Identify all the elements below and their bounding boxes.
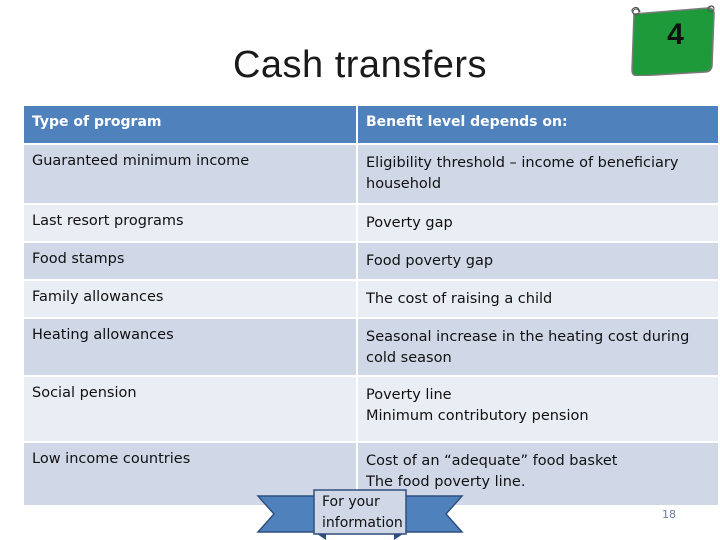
column-header-program: Type of program xyxy=(24,106,356,145)
fyi-callout-text: For your information xyxy=(322,494,403,531)
benefit-text: Food poverty gap xyxy=(366,253,494,269)
table-row xyxy=(24,377,718,443)
benefit-text: Poverty line xyxy=(366,387,452,403)
table-row xyxy=(24,319,718,377)
benefit-text: Minimum contributory pension xyxy=(366,408,589,424)
benefit-text: The food poverty line. xyxy=(366,474,526,490)
table-header-row xyxy=(24,106,718,145)
benefit-cell xyxy=(356,281,718,319)
program-cell: Heating allowances xyxy=(24,319,356,377)
program-cell: Food stamps xyxy=(24,243,356,281)
benefit-text: Poverty gap xyxy=(366,215,453,231)
benefit-cell xyxy=(356,319,718,377)
program-cell: Low income countries xyxy=(24,443,356,507)
benefit-cell xyxy=(356,377,718,443)
table-row xyxy=(24,281,718,319)
program-cell: Guaranteed minimum income xyxy=(24,145,356,205)
benefit-cell xyxy=(356,243,718,281)
benefit-text: Eligibility threshold – income of beneficiary household xyxy=(366,155,679,192)
program-cell: Social pension xyxy=(24,377,356,443)
table-row xyxy=(24,205,718,243)
slide-number-badge: 4 xyxy=(667,18,684,51)
table-row xyxy=(24,243,718,281)
slide-title: Cash transfers xyxy=(232,44,488,86)
benefit-text: The cost of raising a child xyxy=(366,291,553,307)
benefit-cell xyxy=(356,205,718,243)
column-header-benefit: Benefit level depends on: xyxy=(356,106,718,145)
page-number: 18 xyxy=(662,508,676,521)
programs-table xyxy=(24,106,718,507)
benefit-text: Seasonal increase in the heating cost during cold season xyxy=(366,329,690,366)
benefit-text: Cost of an “adequate” food basket xyxy=(366,453,618,469)
program-cell: Last resort programs xyxy=(24,205,356,243)
table-row xyxy=(24,145,718,205)
benefit-cell xyxy=(356,145,718,205)
program-cell: Family allowances xyxy=(24,281,356,319)
